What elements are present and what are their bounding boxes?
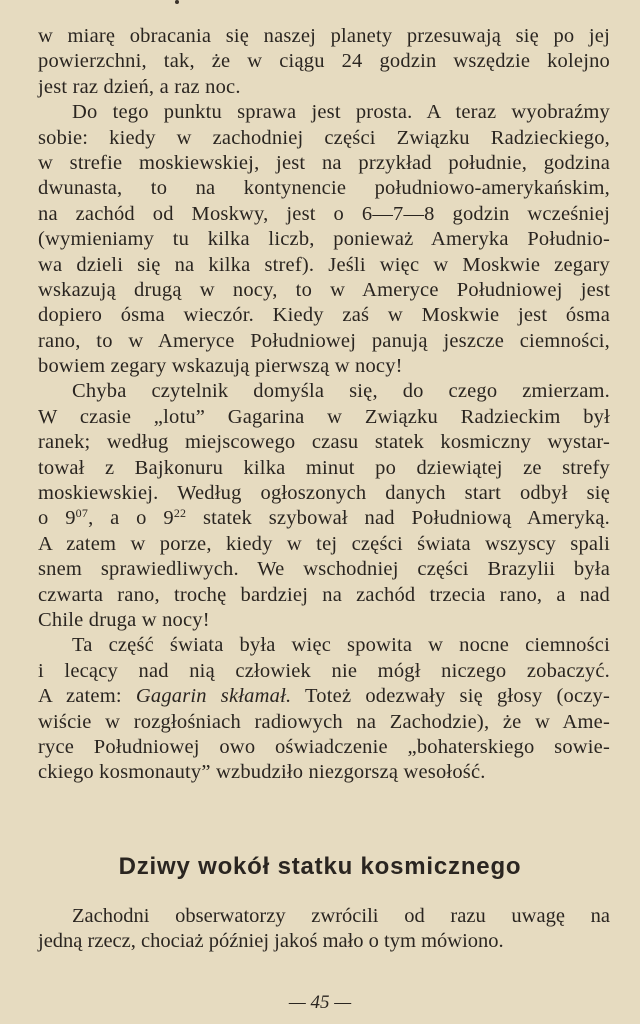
text-line: ryce Południowej owo oświadczenie „bohaterskiego sowie- xyxy=(38,735,610,758)
text-line: dwunasta, to na kontynencie południowo-amerykańskim, xyxy=(38,177,610,200)
text-line: (wymieniamy tu kilka liczb, ponieważ Ameryka Południo- xyxy=(38,228,610,251)
emph-italic: Gagarin skłamał. xyxy=(135,685,292,708)
time-post: statek szybował nad Południową Ameryką. xyxy=(186,507,611,530)
emph-post: Toteż odezwały się głosy (oczy- xyxy=(291,685,611,708)
text-line: czwarta rano, trochę bardziej na zachód trzecia rano, a nad xyxy=(38,583,610,606)
text-line: powierzchni, tak, że w ciągu 24 godzin wszędzie kolejno xyxy=(38,50,610,73)
text-line: jest raz dzień, a raz noc. xyxy=(38,75,241,98)
text-line: w strefie moskiewskiej, jest na przykład południe, godzina xyxy=(38,151,610,174)
text-line: A zatem w porze, kiedy w tej części świata wszyscy spali xyxy=(38,532,610,555)
text-line: wskazują drugą w nocy, to w Ameryce Południowej jest xyxy=(38,278,610,301)
text-line: moskiewskiej. Według ogłoszonych danych start odbył się xyxy=(38,482,610,505)
text-line: Ta część świata była więc spowita w nocne ciemności xyxy=(72,634,610,657)
time-mid: , a o 9 xyxy=(88,507,174,530)
time-superscript-1: 07 xyxy=(75,506,89,521)
emph-pre: A zatem: xyxy=(38,685,136,708)
text-line: wiście w rozgłośniach radiowych na Zachodzie), że w Ame- xyxy=(38,710,610,733)
text-line: na zachód od Moskwy, jest o 6—7—8 godzin wcześniej xyxy=(38,202,610,225)
text-line: dopiero ósma wieczór. Kiedy zaś w Moskwie jest ósma xyxy=(38,304,610,327)
text-line: Chile druga w nocy! xyxy=(38,608,210,631)
text-line: tował z Bajkonuru kilka minut po dziewiątej ze strefy xyxy=(38,456,610,479)
text-line: jedną rzecz, chociaż później jakoś mało o tym mówiono. xyxy=(38,930,504,953)
text-line: ckiego kosmonauty” wzbudziło niezgorszą wesołość. xyxy=(38,761,486,784)
text-line: i lecący nad nią człowiek nie mógł niczego zobaczyć. xyxy=(38,659,610,682)
text-line: bowiem zegary wskazują pierwszą w nocy! xyxy=(38,355,403,378)
ink-speck xyxy=(175,0,179,4)
text-line: sobie: kiedy w zachodniej części Związku Radzieckiego, xyxy=(38,126,610,149)
text-line-times xyxy=(38,506,610,531)
text-line: snem sprawiedliwych. We wschodniej części Brazylii była xyxy=(38,558,610,581)
text-line: wa dzieli się na kilka stref). Jeśli więc w Moskwie zegary xyxy=(38,253,610,276)
text-line: W czasie „lotu” Gagarina w Związku Radzieckim był xyxy=(38,405,610,428)
text-line: Chyba czytelnik domyśla się, do czego zmierzam. xyxy=(72,380,610,403)
text-line-emphasis xyxy=(38,684,610,709)
text-line: w miarę obracania się naszej planety przesuwają się po jej xyxy=(38,25,610,47)
text-line: Do tego punktu sprawa jest prosta. A teraz wyobraźmy xyxy=(72,101,610,124)
text-line: rano, to w Ameryce Południowej panują jeszcze ciemności, xyxy=(38,329,610,352)
text-line: ranek; według miejscowego czasu statek kosmiczny wystar- xyxy=(38,431,610,454)
section-title: Dziwy wokół statku kosmicznego xyxy=(118,853,522,880)
text-line: Zachodni obserwatorzy zwrócili od razu uwagę na xyxy=(72,905,610,927)
time-pre: o 9 xyxy=(38,507,76,530)
body-text xyxy=(38,24,610,786)
page-number: — 45 — xyxy=(288,992,352,1013)
section-body xyxy=(38,903,610,954)
time-superscript-2: 22 xyxy=(173,506,187,521)
